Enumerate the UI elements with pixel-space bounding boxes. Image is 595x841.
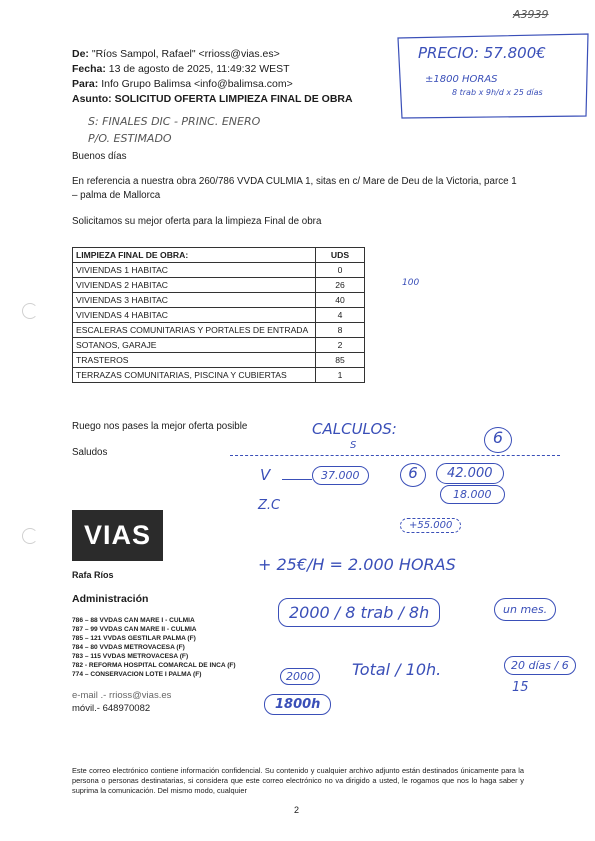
handwritten-schedule-note: S: FINALES DIC - PRINC. ENERO	[88, 115, 261, 128]
subject-label: Asunto:	[72, 93, 112, 105]
calc-dashed-line	[230, 455, 560, 456]
calc-days-2: 15	[512, 680, 529, 695]
calc-one-month: un mes.	[494, 598, 556, 621]
row-units: 85	[316, 353, 365, 368]
table-row	[73, 278, 365, 293]
calc-hours-2000: 2000	[280, 668, 320, 685]
row-units: 1	[316, 368, 365, 383]
calc-sum: +55.000	[400, 518, 461, 533]
calc-v-value: 37.000	[312, 466, 369, 485]
list-item: 774 – CONSERVACION LOTE I PALMA (F)	[72, 671, 202, 678]
list-item: 782 - REFORMA HOSPITAL COMARCAL DE INCA (F)	[72, 662, 236, 669]
list-item: 784 – 80 VVDAS METROVACESA (F)	[72, 644, 185, 651]
from-value: "Ríos Sampol, Rafael" <rrioss@vias.es>	[91, 48, 280, 60]
signature-email[interactable]: e-mail .- rrioss@vias.es	[72, 690, 172, 701]
list-item: 783 – 115 VVDAS METROVACESA (F)	[72, 653, 189, 660]
calc-v-dash	[282, 479, 312, 480]
table-row	[73, 308, 365, 323]
row-units: 2	[316, 338, 365, 353]
closing-line: Ruego nos pases la mejor oferta posible	[72, 421, 248, 432]
stamp-code: A3939	[513, 8, 549, 21]
table-row	[73, 263, 365, 278]
handwritten-hours: ±1800 HORAS	[425, 74, 498, 85]
table-header-row	[73, 248, 365, 263]
reference-paragraph: En referencia a nuestra obra 260/786 VVDA CULMIA 1, sitas en c/ Mare de Deu de la Victoria, parce 1 – palma de Mallorca	[72, 176, 517, 201]
from-label: De:	[72, 48, 89, 60]
works-list	[72, 616, 236, 679]
table-row	[73, 368, 365, 383]
row-item: ESCALERAS COMUNITARIAS Y PORTALES DE ENTRADA	[73, 323, 316, 338]
date-label: Fecha:	[72, 63, 106, 75]
row-units: 8	[316, 323, 365, 338]
to-value: Info Grupo Balimsa <info@balimsa.com>	[101, 78, 293, 90]
greeting: Buenos días	[72, 151, 127, 162]
row-item: VIVIENDAS 4 HABITAC	[73, 308, 316, 323]
calc-separator: S	[350, 440, 357, 451]
subject-value: SOLICITUD OFERTA LIMPIEZA FINAL DE OBRA	[114, 93, 353, 105]
calc-rate: + 25€/H = 2.000 HORAS	[258, 555, 456, 574]
table-header-units: UDS	[316, 248, 365, 263]
signature-mobile: móvil.- 648970082	[72, 703, 151, 714]
punch-hole-bottom	[22, 528, 38, 544]
table-row	[73, 353, 365, 368]
calc-circle-6b: 6	[400, 463, 426, 487]
calc-v-label: V	[260, 466, 271, 484]
email-from	[72, 47, 280, 61]
to-label: Para:	[72, 78, 99, 90]
calc-hours-1800: 1800h	[264, 694, 331, 715]
row-item: VIVIENDAS 2 HABITAC	[73, 278, 316, 293]
handwritten-workers: 8 trab x 9h/d x 25 días	[452, 88, 543, 97]
calc-title: CALCULOS:	[312, 420, 397, 438]
list-item: 785 – 121 VVDAS GESTILAR PALMA (F)	[72, 635, 196, 642]
signature-department: Administración	[72, 593, 149, 605]
confidentiality-footer: Este correo electrónico contiene información confidencial. Su contenido y cualquier archivo adjunto están destinados únicamente para la persona o personas destinatarias, si considera que este correo electrónico no va dirigido a usted, le rogamos que nos lo haga saber y suprima la comunicación. Del mismo modo, cualquier	[72, 766, 524, 795]
row-units: 4	[316, 308, 365, 323]
row-item: SOTANOS, GARAJE	[73, 338, 316, 353]
cleaning-items-table	[72, 247, 365, 383]
email-subject	[72, 92, 353, 106]
calc-total-10h: Total / 10h.	[352, 660, 442, 679]
email-date	[72, 62, 290, 76]
table-row	[73, 338, 365, 353]
row-item: VIVIENDAS 1 HABITAC	[73, 263, 316, 278]
page-number: 2	[294, 805, 300, 815]
salute: Saludos	[72, 447, 108, 458]
date-value: 13 de agosto de 2025, 11:49:32 WEST	[108, 63, 290, 75]
row-units: 26	[316, 278, 365, 293]
handwritten-estimate-note: P/O. ESTIMADO	[88, 132, 172, 145]
row-units: 40	[316, 293, 365, 308]
request-paragraph: Solicitamos su mejor oferta para la limpieza Final de obra	[72, 216, 322, 227]
calc-days: 20 días / 6	[504, 656, 576, 675]
calc-circle-6: 6	[484, 427, 512, 453]
table-row	[73, 293, 365, 308]
row-item: VIVIENDAS 3 HABITAC	[73, 293, 316, 308]
calc-schedule: 2000 / 8 trab / 8h	[278, 598, 440, 627]
email-to	[72, 77, 293, 91]
company-logo: VIAS	[72, 510, 163, 561]
punch-hole-top	[22, 303, 38, 319]
list-item: 787 – 99 VVDAS CAN MARE II - CULMIA	[72, 626, 197, 633]
row-item: TRASTEROS	[73, 353, 316, 368]
handwritten-price: PRECIO: 57.800€	[418, 44, 546, 62]
table-row	[73, 323, 365, 338]
signature-name: Rafa Ríos	[72, 570, 114, 580]
row-item: TERRAZAS COMUNITARIAS, PISCINA Y CUBIERTAS	[73, 368, 316, 383]
row-units: 0	[316, 263, 365, 278]
list-item: 786 – 88 VVDAS CAN MARE I - CULMIA	[72, 617, 195, 624]
calc-v-total: 42.000	[436, 463, 504, 484]
table-header-item: LIMPIEZA FINAL DE OBRA:	[73, 248, 316, 263]
calc-zc-total: 18.000	[440, 485, 505, 504]
handwritten-side-mark: 100	[402, 278, 420, 288]
calc-zc-label: Z.C	[258, 498, 281, 513]
